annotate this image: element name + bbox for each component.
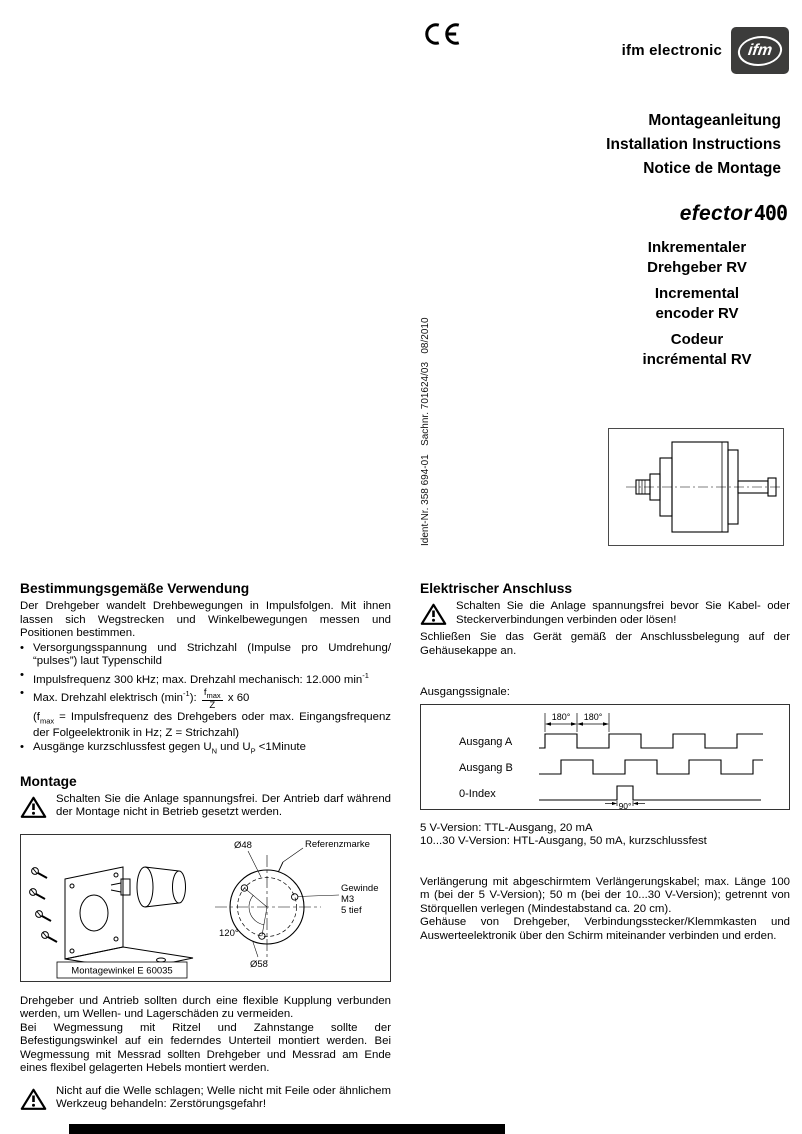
mounting-diagram-drawing	[21, 835, 390, 981]
doc-title-de: Montageanleitung	[648, 112, 781, 129]
electrical-para3: Gehäuse von Drehgeber, Verbindungsstecker/Klemmkasten und Auswerteelektronik über den Schirm miteinander verbinden und erden.	[420, 916, 790, 942]
warning-note	[20, 1085, 391, 1116]
bullet-marker: •	[20, 668, 24, 681]
product-title-line: Drehgeber RV	[647, 258, 747, 276]
encoder-drawing	[610, 430, 782, 544]
efector-logo-main: efector	[679, 202, 752, 225]
product-title-fr	[612, 330, 782, 369]
ifm-logo	[731, 27, 789, 74]
dim-180-1: 180°	[551, 711, 571, 722]
warning-note	[420, 600, 790, 631]
product-title-en	[612, 284, 782, 323]
bullet-text: Impulsfrequenz 300 kHz; max. Drehzahl mechanisch: 12.000 $\min^{-1}$	[33, 670, 369, 686]
warning-text: Nicht auf die Welle schlagen; Welle nicht mit Feile oder ähnlichem Werkzeug behandeln: Zerstörungsgefahr!	[56, 1084, 391, 1111]
product-image	[608, 428, 784, 546]
frequency-fraction: $\frac{f_{max}}{Z}$	[203, 686, 221, 711]
dim-label-d58: Ø58	[250, 958, 268, 970]
mounting-diagram	[20, 834, 391, 982]
montage-para1: Drehgeber und Antrieb sollten durch eine flexible Kupplung verbunden werden, um Wellen- und Lagerschäden zu vermeiden.	[20, 994, 391, 1021]
left-column	[20, 581, 391, 1116]
warning-note	[20, 793, 391, 824]
warning-text: Schalten Sie die Anlage spannungsfrei. Der Antrieb darf während der Montage nicht in Betrieb gesetzt werden.	[56, 792, 391, 819]
warning-text: Schalten Sie die Anlage spannungsfrei bevor Sie Kabel- oder Steckerverbindungen verbinden oder lösen!	[456, 600, 790, 626]
right-column	[420, 581, 790, 943]
thread-label-2: M3	[341, 893, 355, 905]
warning-icon	[20, 1085, 47, 1116]
print-mark-bar	[69, 1124, 505, 1134]
ce-mark-icon	[424, 22, 464, 51]
product-titles	[612, 238, 782, 376]
product-title-line: encoder RV	[655, 304, 739, 322]
bullet-text: Versorgungsspannung und Strichzahl (Impulse pro Umdrehung/ “pulses”) laut Typenschild	[33, 641, 391, 667]
product-title-de	[612, 238, 782, 277]
document-titles	[606, 109, 781, 181]
usage-intro: Der Drehgeber wandelt Drehbewegungen in Impulsfolgen. Mit ihnen lassen sich Wegstrecken und Winkelbewegungen messen und Positionen bestimmen.	[20, 600, 391, 639]
montage-para2: Bei Wegmessung mit Ritzel und Zahnstange sollte der Befestigungswinkel auf ein federndes Unterteil montiert werden. Bei Wegmessung mit Messrad sollten Drehgeber und Messrad am Ende eines flexibel gelagerten Hebels montiert werden.	[20, 1021, 391, 1075]
signal-label-b: Ausgang B	[459, 761, 513, 774]
doc-title-fr: Notice de Montage	[643, 160, 781, 177]
bullet-marker: •	[20, 641, 24, 654]
bullet-text: Ausgänge kurzschlussfest gegen $U_N$ und $U_P$ <1Minute	[33, 740, 306, 756]
usage-heading: Bestimmungsgemäße Verwendung	[20, 581, 250, 596]
reference-mark-label: Referenzmarke	[305, 838, 370, 850]
warning-icon	[20, 793, 47, 824]
ident-number: Ident-Nr. 358 694-01 Sachnr. 701624/03 08/2010	[420, 317, 431, 546]
thread-label-3: 5 tief	[341, 904, 362, 916]
electrical-para1: Schließen Sie das Gerät gemäß der Anschlussbelegung auf der Gehäusekappe an.	[420, 631, 790, 657]
brand-name: ifm electronic	[621, 42, 722, 59]
efector-logo-series: 400	[753, 201, 787, 225]
bullet-item	[20, 642, 391, 669]
product-title-line: Incremental	[654, 285, 740, 302]
dim-label-d48: Ø48	[234, 839, 252, 851]
version-ttl: 5 V-Version: TTL-Ausgang, 20 mA	[420, 821, 593, 834]
product-title-line: incrémental RV	[642, 350, 752, 368]
output-signals-diagram	[420, 704, 790, 810]
product-title-line: Inkrementaler	[647, 239, 747, 256]
signal-label-a: Ausgang A	[459, 735, 513, 748]
bullet-marker: •	[20, 740, 24, 753]
version-htl: 10...30 V-Version: HTL-Ausgang, 50 mA, kurzschlussfest	[420, 835, 707, 847]
output-signals-label: Ausgangssignale:	[420, 686, 510, 698]
bullet-item	[20, 741, 391, 758]
signals-drawing	[421, 705, 789, 809]
ifm-logo-text: ifm	[746, 41, 774, 59]
efector-logo	[680, 201, 787, 226]
ifm-logo-ellipse	[736, 36, 784, 66]
usage-bullet-list	[20, 642, 391, 758]
warning-icon	[420, 600, 447, 631]
montage-heading: Montage	[20, 773, 77, 789]
bullet-item	[20, 669, 391, 687]
bullet-text: Max. Drehzahl elektrisch $(\min^{-1})$: $\frac{f_{max}}{Z}$ x 60 ($f_{max}$ = Impulsfrequenz des Drehgebers oder max. Eingangsfrequenz der Folgeelektronik in Hz; Z = Strichzahl)	[33, 686, 391, 740]
angle-label: 120°	[219, 927, 239, 939]
dim-180-2: 180°	[583, 711, 603, 722]
signal-label-index: 0-Index	[459, 787, 496, 800]
bullet-marker: •	[20, 686, 24, 699]
bullet-item	[20, 687, 391, 741]
mount-caption: Montagewinkel E 60035	[71, 965, 173, 977]
brand-header	[622, 27, 789, 74]
electrical-para2: Verlängerung mit abgeschirmtem Verlängerungskabel; max. Länge 100 m (bei der 5 V-Version); 50 m (bei der 10...30 V-Version); getrennt von Störquellen verlegen (Mindestabstand ca. 20 cm).	[420, 875, 790, 915]
electrical-heading: Elektrischer Anschluss	[420, 581, 573, 596]
thread-label-1: Gewinde	[341, 882, 379, 894]
dim-90: 90°	[618, 800, 632, 809]
product-title-line: Codeur	[670, 331, 724, 348]
doc-title-en: Installation Instructions	[606, 136, 781, 153]
